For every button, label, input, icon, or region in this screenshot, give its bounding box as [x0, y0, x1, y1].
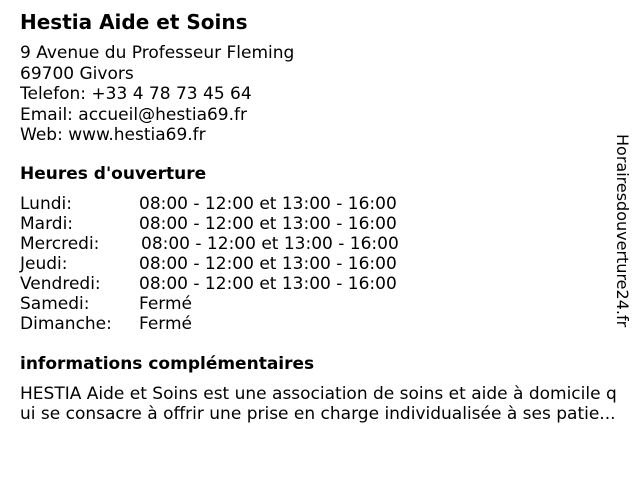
info-heading: informations complémentaires [20, 354, 315, 374]
contact-block [20, 43, 294, 146]
day-hours: 08:00 - 12:00 et 13:00 - 16:00 [139, 274, 397, 294]
address-street: 9 Avenue du Professeur Fleming [20, 43, 295, 63]
day-label: Lundi: [20, 194, 72, 214]
hours-heading: Heures d'ouverture [20, 164, 207, 184]
day-hours: 08:00 - 12:00 et 13:00 - 16:00 [139, 254, 397, 274]
day-hours: 08:00 - 12:00 et 13:00 - 16:00 [139, 214, 397, 234]
day-hours: Fermé [139, 294, 193, 314]
day-label: Mercredi: [20, 234, 100, 254]
day-hours: 08:00 - 12:00 et 13:00 - 16:00 [139, 194, 397, 214]
day-label: Mardi: [20, 214, 74, 234]
description-line: ui se consacre à offrir une prise en charge individualisée à ses patie... [20, 404, 616, 424]
day-label: Vendredi: [20, 274, 101, 294]
business-name: Hestia Aide et Soins [20, 10, 248, 34]
site-watermark: Horairesdouverture24.fr [613, 134, 632, 328]
phone-line: Telefon: +33 4 78 73 45 64 [20, 84, 252, 104]
day-label: Dimanche: [20, 314, 112, 334]
day-hours: 08:00 - 12:00 et 13:00 - 16:00 [141, 234, 399, 254]
email-line: Email: accueil@hestia69.fr [20, 104, 247, 125]
web-line: Web: www.hestia69.fr [20, 125, 206, 145]
day-hours: Fermé [139, 314, 193, 334]
description-line: HESTIA Aide et Soins est une association de soins et aide à domicile q [20, 384, 617, 404]
day-label: Samedi: [20, 294, 90, 314]
day-label: Jeudi: [20, 254, 68, 274]
info-description [20, 384, 632, 424]
address-city: 69700 Givors [20, 63, 134, 84]
